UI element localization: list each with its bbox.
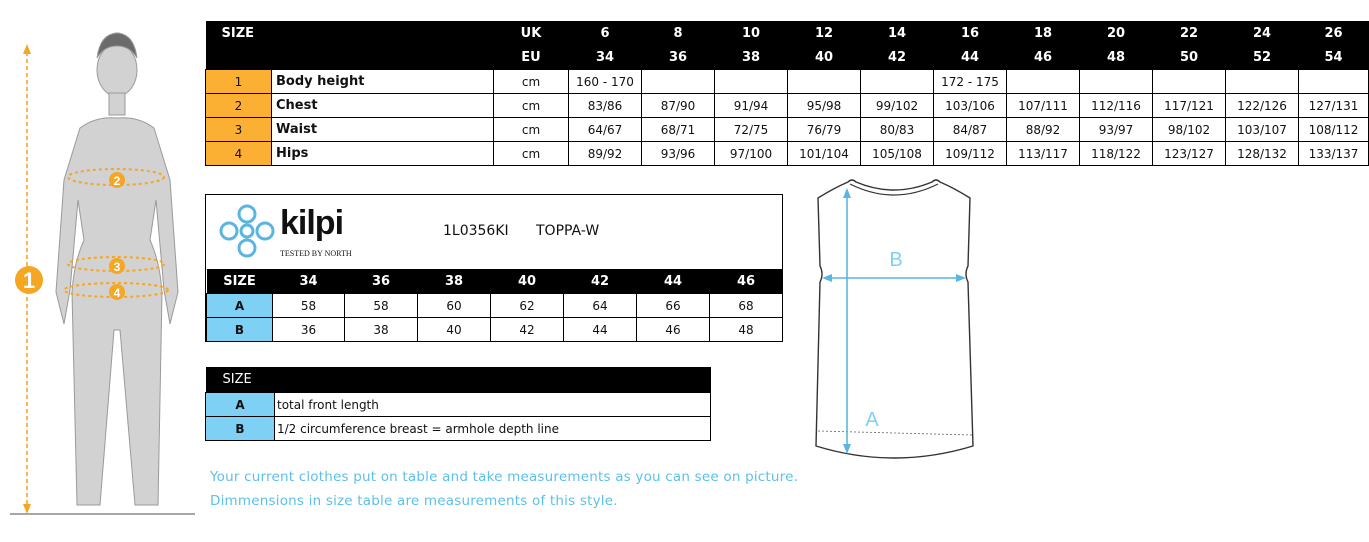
legend-desc-b: 1/2 circumference breast = armhole depth line bbox=[275, 417, 711, 441]
style-size-44: 44 bbox=[637, 269, 710, 294]
table-cell: 107/111 bbox=[1007, 94, 1080, 118]
table-cell: 46 bbox=[637, 318, 710, 342]
measurement-legend-table bbox=[205, 367, 711, 441]
legend-desc-a: total front length bbox=[275, 393, 711, 417]
row-unit: cm bbox=[494, 118, 569, 142]
table-cell bbox=[1153, 70, 1226, 94]
table-cell: 93/97 bbox=[1080, 118, 1153, 142]
style-size-36: 36 bbox=[345, 269, 418, 294]
table-cell: 88/92 bbox=[1007, 118, 1080, 142]
eu-size: 34 bbox=[569, 45, 642, 70]
style-size-box bbox=[205, 194, 783, 342]
table-cell: 103/107 bbox=[1226, 118, 1299, 142]
table-cell: 87/90 bbox=[642, 94, 715, 118]
row-label: Hips bbox=[272, 142, 494, 166]
table-cell bbox=[1007, 70, 1080, 94]
table-cell: 97/100 bbox=[715, 142, 788, 166]
table-cell: 91/94 bbox=[715, 94, 788, 118]
size-header-spacer bbox=[206, 45, 494, 70]
table-cell: 101/104 bbox=[788, 142, 861, 166]
brand-tagline: TESTED BY NORTH bbox=[280, 249, 352, 258]
style-key-b: B bbox=[207, 318, 273, 342]
eu-label: EU bbox=[494, 45, 569, 70]
body-measurement-figure bbox=[0, 0, 200, 542]
body-size-table bbox=[205, 21, 1369, 166]
eu-size: 54 bbox=[1299, 45, 1369, 70]
table-row bbox=[206, 70, 1369, 94]
marker-2: 2 bbox=[113, 174, 121, 188]
table-row bbox=[206, 118, 1369, 142]
eu-size: 44 bbox=[934, 45, 1007, 70]
table-cell: 62 bbox=[491, 294, 564, 318]
table-cell: 99/102 bbox=[861, 94, 934, 118]
table-cell: 122/126 bbox=[1226, 94, 1299, 118]
table-cell: 36 bbox=[273, 318, 345, 342]
table-cell bbox=[861, 70, 934, 94]
uk-size-row bbox=[206, 21, 1369, 45]
table-cell: 113/117 bbox=[1007, 142, 1080, 166]
table-cell: 58 bbox=[273, 294, 345, 318]
uk-size: 16 bbox=[934, 21, 1007, 45]
table-cell bbox=[788, 70, 861, 94]
row-number: 1 bbox=[206, 70, 272, 94]
table-cell: 133/137 bbox=[1299, 142, 1369, 166]
eu-size: 42 bbox=[861, 45, 934, 70]
table-cell bbox=[1226, 70, 1299, 94]
row-unit: cm bbox=[494, 70, 569, 94]
note-line-1: Your current clothes put on table and take measurements as you can see on picture. bbox=[210, 469, 799, 485]
table-cell: 123/127 bbox=[1153, 142, 1226, 166]
marker-3: 3 bbox=[113, 260, 121, 274]
style-size-38: 38 bbox=[418, 269, 491, 294]
product-code: 1L0356KI bbox=[443, 223, 509, 239]
row-unit: cm bbox=[494, 142, 569, 166]
uk-size: 18 bbox=[1007, 21, 1080, 45]
kilpi-logo-icon bbox=[218, 203, 276, 259]
table-row bbox=[206, 94, 1369, 118]
table-cell: 112/116 bbox=[1080, 94, 1153, 118]
style-header bbox=[206, 195, 782, 269]
table-cell: 68/71 bbox=[642, 118, 715, 142]
table-cell: 89/92 bbox=[569, 142, 642, 166]
legend-row-a bbox=[206, 393, 711, 417]
legend-key-a: A bbox=[206, 393, 275, 417]
row-unit: cm bbox=[494, 94, 569, 118]
table-cell: 48 bbox=[710, 318, 783, 342]
table-cell: 117/121 bbox=[1153, 94, 1226, 118]
style-row-a bbox=[207, 294, 783, 318]
table-cell: 172 - 175 bbox=[934, 70, 1007, 94]
legend-header-row bbox=[206, 367, 711, 393]
table-cell: 118/122 bbox=[1080, 142, 1153, 166]
uk-size: 10 bbox=[715, 21, 788, 45]
table-cell: 83/86 bbox=[569, 94, 642, 118]
table-cell: 84/87 bbox=[934, 118, 1007, 142]
table-cell: 160 - 170 bbox=[569, 70, 642, 94]
table-cell: 64 bbox=[564, 294, 637, 318]
table-cell bbox=[715, 70, 788, 94]
uk-size: 26 bbox=[1299, 21, 1369, 45]
eu-size: 48 bbox=[1080, 45, 1153, 70]
table-cell: 68 bbox=[710, 294, 783, 318]
style-size-34: 34 bbox=[273, 269, 345, 294]
size-header-label: SIZE bbox=[206, 21, 494, 45]
table-cell: 93/96 bbox=[642, 142, 715, 166]
table-cell: 103/106 bbox=[934, 94, 1007, 118]
eu-size: 36 bbox=[642, 45, 715, 70]
table-cell: 108/112 bbox=[1299, 118, 1369, 142]
style-size-label: SIZE bbox=[207, 269, 273, 294]
table-cell: 72/75 bbox=[715, 118, 788, 142]
uk-size: 8 bbox=[642, 21, 715, 45]
table-cell: 98/102 bbox=[1153, 118, 1226, 142]
table-row bbox=[206, 142, 1369, 166]
tank-top-diagram bbox=[808, 176, 980, 468]
eu-size: 38 bbox=[715, 45, 788, 70]
table-cell: 60 bbox=[418, 294, 491, 318]
table-cell: 38 bbox=[345, 318, 418, 342]
table-cell: 80/83 bbox=[861, 118, 934, 142]
eu-size: 50 bbox=[1153, 45, 1226, 70]
style-size-42: 42 bbox=[564, 269, 637, 294]
legend-key-b: B bbox=[206, 417, 275, 441]
style-row-b bbox=[207, 318, 783, 342]
uk-size: 6 bbox=[569, 21, 642, 45]
table-cell: 44 bbox=[564, 318, 637, 342]
table-cell: 128/132 bbox=[1226, 142, 1299, 166]
label-a: A bbox=[865, 409, 879, 431]
eu-size: 52 bbox=[1226, 45, 1299, 70]
row-label: Chest bbox=[272, 94, 494, 118]
eu-size: 40 bbox=[788, 45, 861, 70]
uk-label: UK bbox=[494, 21, 569, 45]
table-cell bbox=[642, 70, 715, 94]
style-size-46: 46 bbox=[710, 269, 783, 294]
row-label: Body height bbox=[272, 70, 494, 94]
table-cell bbox=[1080, 70, 1153, 94]
row-number: 4 bbox=[206, 142, 272, 166]
table-cell: 127/131 bbox=[1299, 94, 1369, 118]
table-cell: 40 bbox=[418, 318, 491, 342]
legend-row-b bbox=[206, 417, 711, 441]
row-number: 3 bbox=[206, 118, 272, 142]
table-cell: 42 bbox=[491, 318, 564, 342]
eu-size: 46 bbox=[1007, 45, 1080, 70]
uk-size: 22 bbox=[1153, 21, 1226, 45]
table-cell: 95/98 bbox=[788, 94, 861, 118]
legend-size-label: SIZE bbox=[206, 367, 711, 393]
table-cell: 109/112 bbox=[934, 142, 1007, 166]
uk-size: 24 bbox=[1226, 21, 1299, 45]
table-cell: 66 bbox=[637, 294, 710, 318]
table-cell bbox=[1299, 70, 1369, 94]
row-label: Waist bbox=[272, 118, 494, 142]
style-size-header-row bbox=[207, 269, 783, 294]
style-size-table bbox=[206, 269, 783, 342]
row-number: 2 bbox=[206, 94, 272, 118]
style-size-40: 40 bbox=[491, 269, 564, 294]
note-line-2: Dimmensions in size table are measurements of this style. bbox=[210, 493, 618, 509]
label-b: B bbox=[889, 249, 903, 271]
table-cell: 105/108 bbox=[861, 142, 934, 166]
uk-size: 12 bbox=[788, 21, 861, 45]
uk-size: 14 bbox=[861, 21, 934, 45]
table-cell: 76/79 bbox=[788, 118, 861, 142]
product-name: TOPPA-W bbox=[536, 223, 600, 239]
uk-size: 20 bbox=[1080, 21, 1153, 45]
table-cell: 58 bbox=[345, 294, 418, 318]
brand-name: kilpi bbox=[280, 204, 344, 242]
marker-1: 1 bbox=[22, 268, 36, 293]
marker-4: 4 bbox=[113, 286, 121, 300]
table-cell: 64/67 bbox=[569, 118, 642, 142]
eu-size-row bbox=[206, 45, 1369, 70]
style-key-a: A bbox=[207, 294, 273, 318]
tank-top-outline bbox=[816, 180, 973, 458]
